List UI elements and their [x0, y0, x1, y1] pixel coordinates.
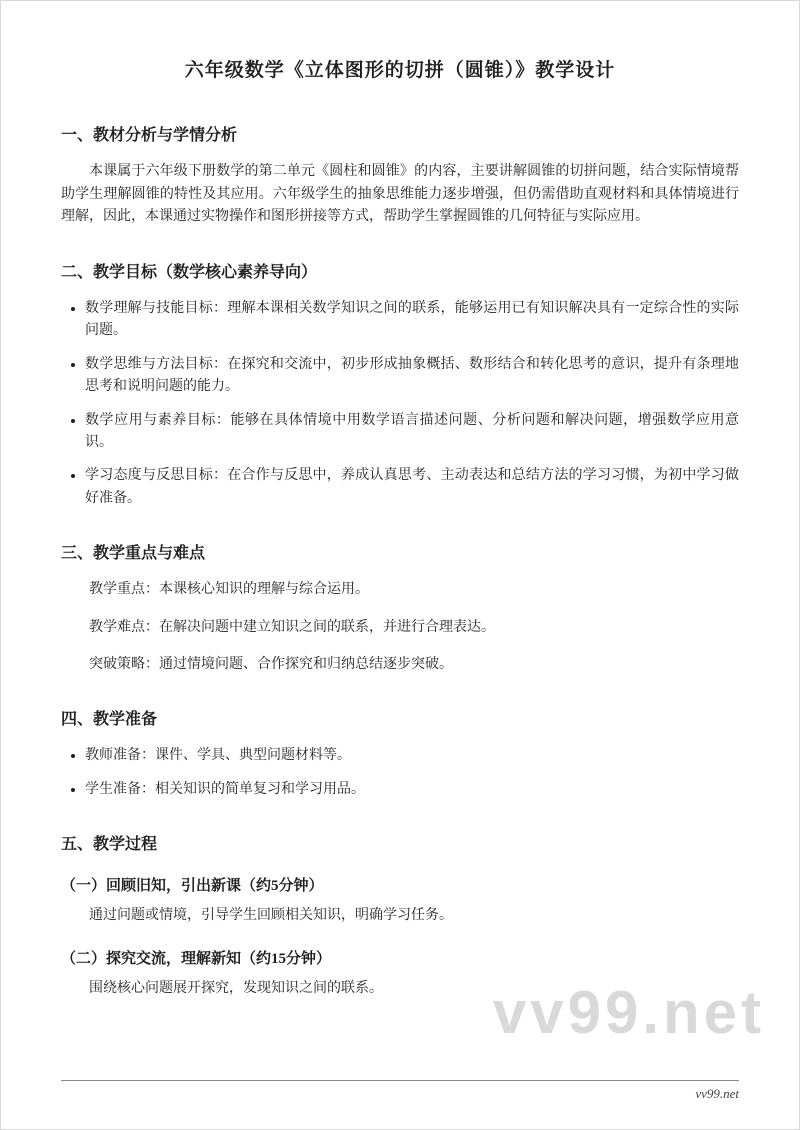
section-heading-1: 一、教材分析与学情分析 — [61, 127, 238, 144]
body-paragraph: 突破策略：通过情境问题、合作探究和归纳总结逐步突破。 — [89, 656, 453, 672]
page-title: 六年级数学《立体图形的切拼（圆锥）》教学设计 — [184, 60, 616, 81]
subsection-heading-2: （二）探究交流，理解新知（约15分钟） — [61, 951, 332, 968]
watermark: vv99.net — [492, 979, 765, 1046]
section-heading-5: 五、教学过程 — [61, 836, 158, 854]
bullet-item: • 学生准备：相关知识的简单复习和学习用品。 — [85, 779, 739, 801]
body-paragraph: 教学重点：本课核心知识的理解与综合运用。 — [89, 582, 369, 598]
subsection-heading-1: （一）回顾旧知，引出新课（约5分钟） — [61, 878, 324, 895]
body-paragraph: 教学难点：在解决问题中建立知识之间的联系，并进行合理表达。 — [89, 619, 495, 635]
bullet-item: • 学习态度与反思目标：在合作与反思中，养成认真思考、主动表达和总结方法的学习习惯，为初中学习做好准备。 — [85, 465, 739, 510]
page-footer — [61, 1080, 739, 1103]
objectives-list — [61, 298, 739, 510]
footer-site-text: vv99.net — [695, 1086, 739, 1101]
bullet-item: • 数学思维与方法目标：在探究和交流中，初步形成抽象概括、数形结合和转化思考的意识，提升有条理地思考和说明问题的能力。 — [85, 354, 739, 399]
preparation-list — [61, 745, 739, 801]
bullet-item: • 数学应用与素养目标：能够在具体情境中用数学语言描述问题、分析问题和解决问题，增强数学应用意识。 — [85, 410, 739, 455]
bullet-item: • 教师准备：课件、学具、典型问题材料等。 — [85, 745, 739, 767]
subsection-text: 通过问题或情境，引导学生回顾相关知识，明确学习任务。 — [89, 908, 453, 924]
bullet-item: • 数学理解与技能目标：理解本课相关数学知识之间的联系，能够运用已有知识解决具有一定综合性的实际问题。 — [85, 298, 739, 343]
body-paragraph: 本课属于六年级下册数学的第二单元《圆柱和圆锥》的内容，主要讲解圆锥的切拼问题，结合实际情境帮助学生理解圆锥的特性及其应用。六年级学生的抽象思维能力逐步增强，但仍需借助直观材料和具体情境进行理解，因此，本课通过实物操作和图形拼接等方式，帮助学生掌握圆锥的几何特征与实际应用。 — [61, 164, 739, 225]
section-heading-2: 二、教学目标（数学核心素养导向） — [61, 264, 318, 282]
section-heading-4: 四、教学准备 — [61, 711, 158, 729]
section-heading-3: 三、教学重点与难点 — [61, 545, 206, 563]
subsection-text: 围绕核心问题展开探究，发现知识之间的联系。 — [89, 981, 383, 997]
